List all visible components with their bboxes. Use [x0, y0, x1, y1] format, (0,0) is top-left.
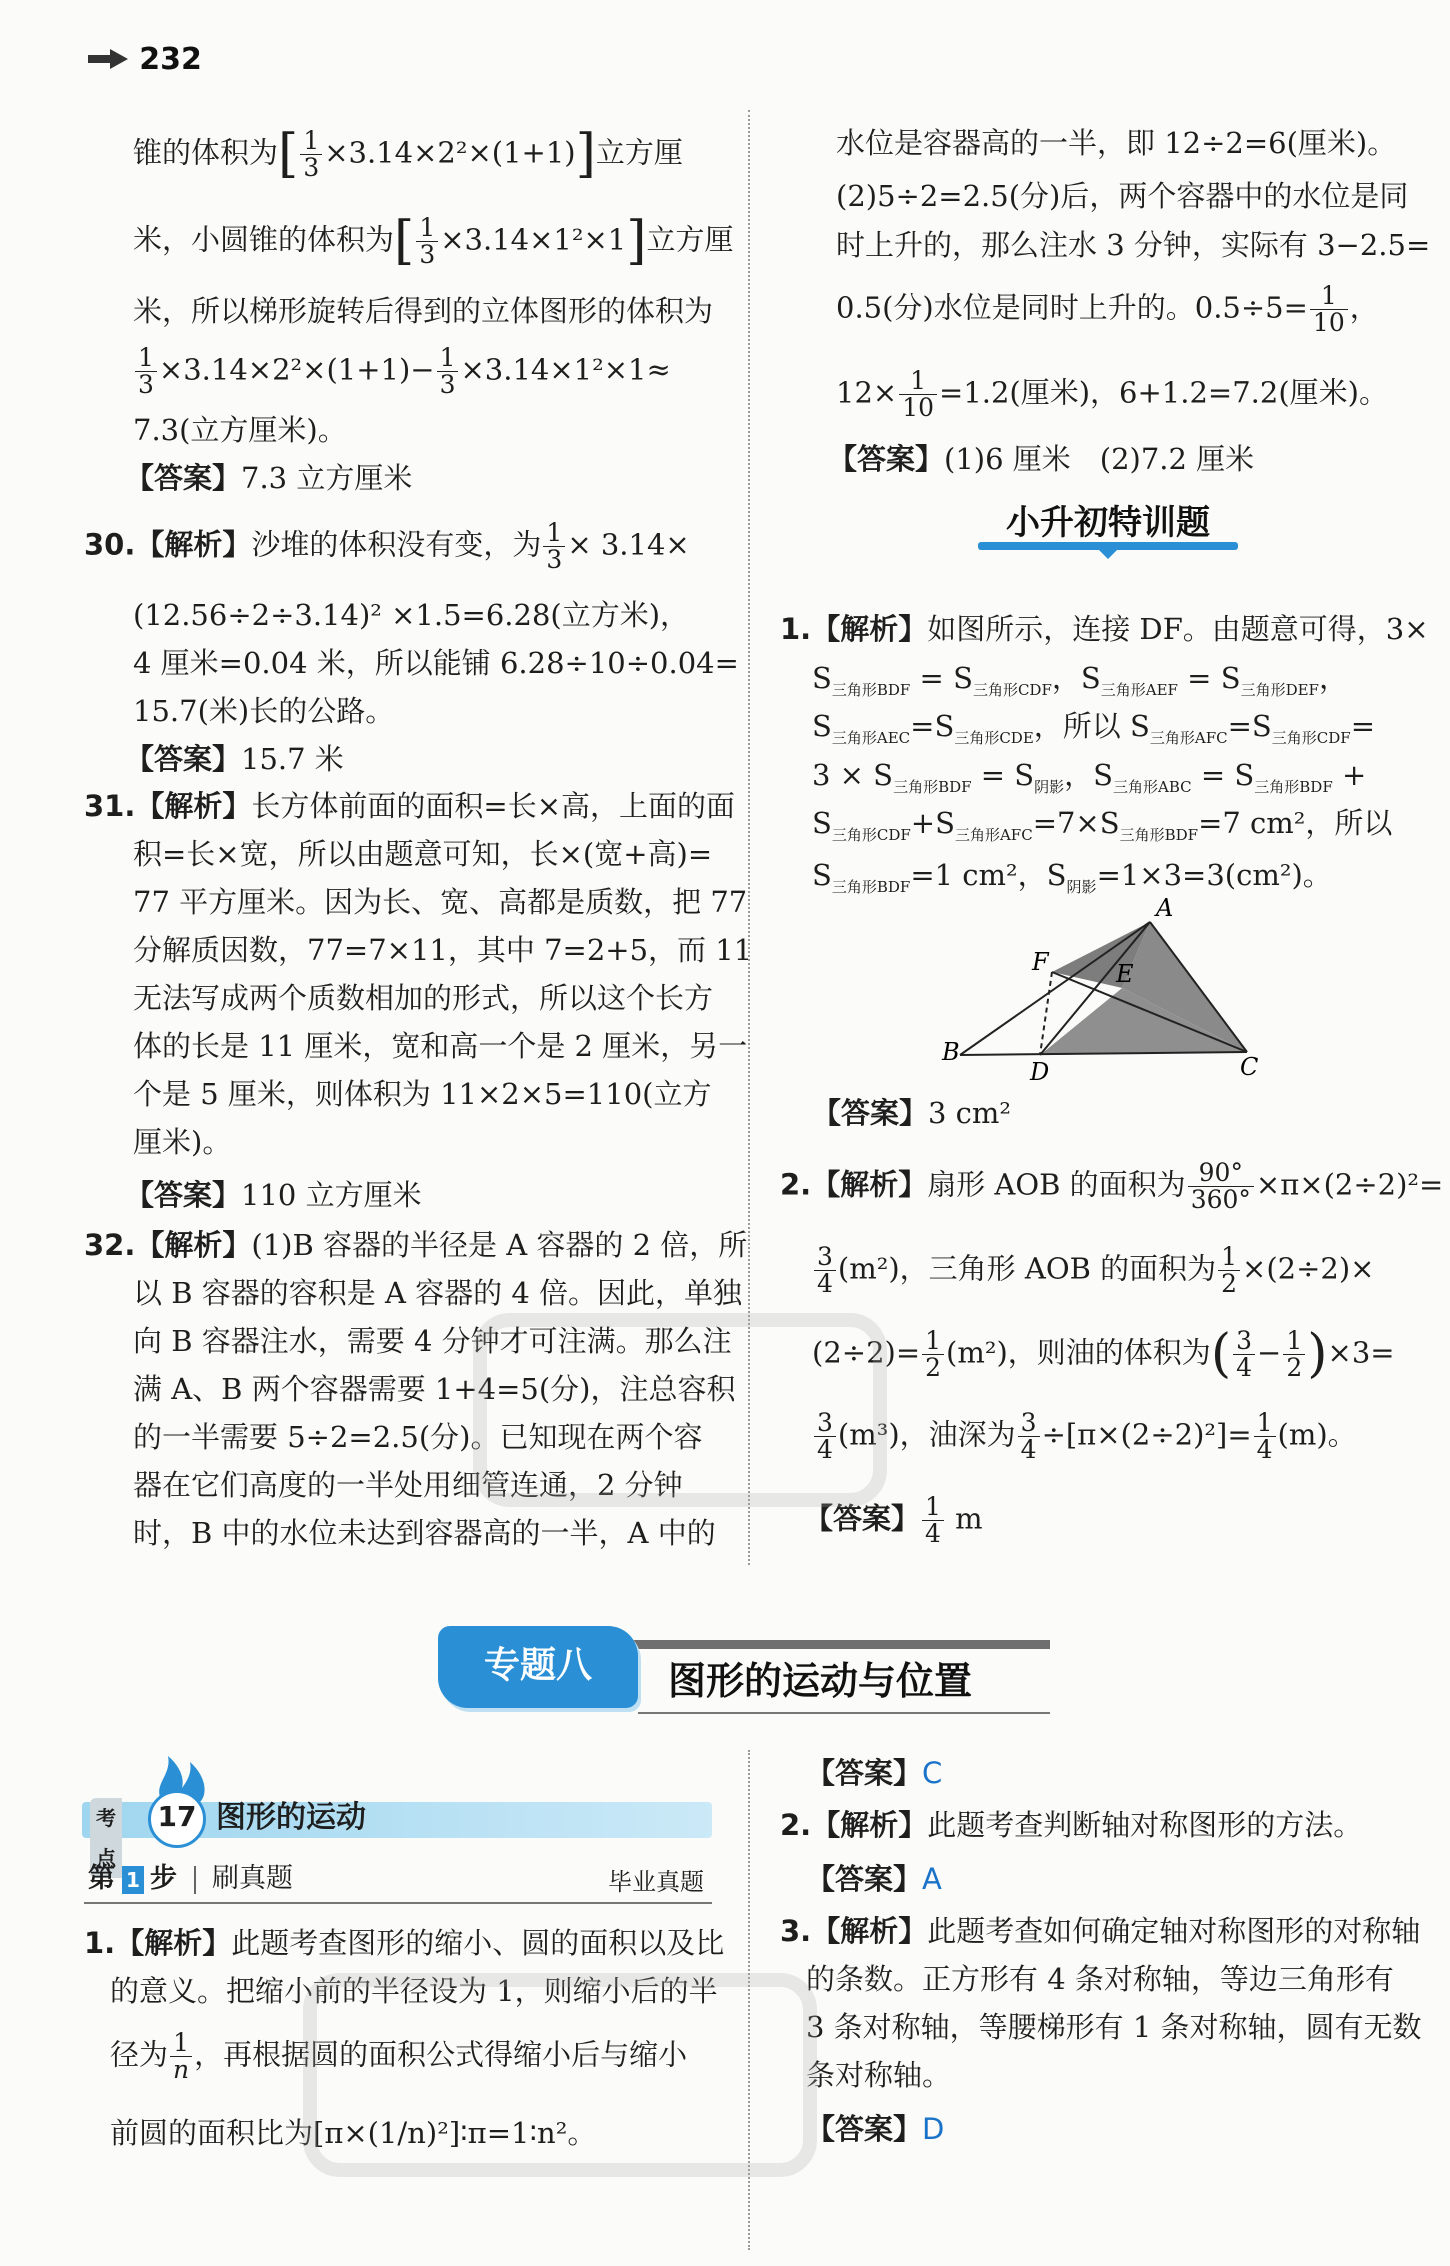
- fraction: $\frac{1}{3}$: [543, 520, 565, 573]
- line: $S_{三角形BDF} = S_{三角形CDF}$，$S_{三角形AEF} = S_{三角形DEF}$，: [812, 661, 1348, 699]
- fraction: $\frac{1}{2}$: [1218, 1244, 1240, 1297]
- line: 条对称轴。: [806, 2058, 952, 2092]
- line: $3 \times S_{三角形BDF} = S_{阴影}$，$S_{三角形ABC} = S_{三角形BDF}$ +: [812, 758, 1367, 796]
- line: (2÷2)= $\frac{1}{2}$ (m²)，则油的体积为( $\frac{3}{4}$ − $\frac{1}{2}$ )×3=: [812, 1324, 1395, 1384]
- label-D: D: [1030, 1058, 1050, 1086]
- line: 12× $\frac{1}{10}$ =1.2(厘米)，6+1.2=7.2(厘米)。: [836, 366, 1388, 422]
- line: $S_{三角形CDF}+S_{三角形AFC}=7\times S_{三角形BDF}=7$ cm²，所以: [812, 806, 1393, 844]
- line: 的一半需要 5÷2=2.5(分)。已知现在两个容: [133, 1420, 703, 1454]
- fraction: $\frac{3}{4}$: [814, 1410, 836, 1463]
- watermark-graphic: [300, 1960, 820, 2190]
- kaodian-number: 17: [148, 1790, 206, 1848]
- line: $S_{三角形AEC}=S_{三角形CDE}$，所以 $S_{三角形AFC}=S_{三角形CDF}=$: [812, 709, 1375, 747]
- fraction: $\frac{1}{10}$: [1310, 283, 1348, 336]
- topic-question-3: 3.【解析】此题考查如何确定轴对称图形的对称轴: [780, 1914, 1421, 1948]
- line: 77 平方厘米。因为长、宽、高都是质数，把 77: [133, 885, 748, 919]
- answer-line: 【答案】(1)6 厘米 (2)7.2 厘米: [828, 442, 1255, 476]
- title-underline: [978, 542, 1238, 550]
- page-number: 232: [139, 42, 202, 77]
- line: $S_{三角形BDF}=1$ cm²，$S_{阴影}=1\times 3=3(cm^2)$。: [812, 858, 1332, 896]
- step-row: 第 1 步 刷真题 毕业真题: [84, 1858, 712, 1904]
- bottom-left-column: 考点 17 图形的运动 第 1 步 刷真题 毕业真题 1.【解析】此题考查图形的缩小、圆的面积以及比 的意义。把缩小前的半径设为 1，则缩小后的半 径为 $\frac{1}{n}$ ，再根据圆的面积公式得缩小后与缩小 前圆的面积比为[π×(1/n)²]∶π=1∶n²。: [0, 1740, 745, 2260]
- line: 米，所以梯形旋转后得到的立体图形的体积为: [133, 294, 714, 328]
- step-number: 1: [122, 1866, 144, 1894]
- line: 分解质因数，77=7×11，其中 7=2+5，而 11: [133, 933, 753, 967]
- fraction: $\frac{1}{2}$: [1283, 1328, 1305, 1381]
- line: $\frac{1}{3}$ ×3.14×2²×(1+1)− $\frac{1}{3}$ ×3.14×1²×1≈: [133, 345, 671, 398]
- fraction: $\frac{1}{3}$: [437, 345, 459, 398]
- line: 以 B 容器的容积是 A 容器的 4 倍。因此，单独: [133, 1276, 743, 1310]
- fraction: $\frac{1}{4}$: [922, 1494, 944, 1547]
- line: 时，B 中的水位未达到容器高的一半，A 中的: [133, 1516, 716, 1550]
- line: $\frac{3}{4}$ (m³)，油深为 $\frac{3}{4}$ ÷[π×(2÷2)²]= $\frac{1}{4}$ (m)。: [812, 1410, 1357, 1463]
- line: 15.7(米)长的公路。: [133, 694, 395, 728]
- answer-line: 【答案】7.3 立方厘米: [125, 461, 413, 495]
- banner-top-bar: [618, 1640, 1050, 1649]
- line: $\frac{3}{4}$ (m²)，三角形 AOB 的面积为 $\frac{1}{2}$ ×(2÷2)×: [812, 1244, 1374, 1297]
- watermark-graphic: [470, 1300, 890, 1520]
- label-A: A: [1156, 894, 1174, 922]
- label-E: E: [1116, 960, 1134, 988]
- fraction: $\frac{1}{2}$: [922, 1328, 944, 1381]
- fraction: $\frac{1}{4}$: [1254, 1410, 1276, 1463]
- banner-bottom-line: [638, 1712, 1050, 1714]
- line: 7.3(立方厘米)。: [133, 413, 347, 447]
- step-separator: [194, 1866, 196, 1894]
- fraction: $\frac{1}{3}$: [300, 128, 322, 181]
- triangle-figure: [942, 894, 1259, 1086]
- answer-line: 【答案】C: [806, 1756, 943, 1790]
- fraction: $\frac{3}{4}$: [1018, 1410, 1040, 1463]
- special-section-title: 小升初特训题: [978, 500, 1238, 559]
- fraction: $\frac{1}{n}$: [170, 2030, 192, 2083]
- line: 4 厘米=0.04 米，所以能铺 6.28÷10÷0.04=: [133, 646, 739, 680]
- question-32: 32.【解析】(1)B 容器的半径是 A 容器的 2 倍，所: [84, 1228, 748, 1262]
- special-question-2: 2.【解析】扇形 AOB 的面积为 $\frac{90^\circ}{360^\circ}$ ×π×(2÷2)²=: [780, 1158, 1444, 1214]
- answer-line: 【答案】110 立方厘米: [125, 1178, 422, 1212]
- line: 满 A、B 两个容器需要 1+4=5(分)，注总容积: [133, 1372, 736, 1406]
- fraction: $\frac{1}{3}$: [135, 345, 157, 398]
- fraction: $\frac{3}{4}$: [1233, 1328, 1255, 1381]
- line: (12.56÷2÷3.14)² ×1.5=6.28(立方米)，: [133, 598, 690, 632]
- answer-line: 【答案】15.7 米: [125, 742, 344, 776]
- topic-question-2: 2.【解析】此题考查判断轴对称图形的方法。: [780, 1808, 1363, 1842]
- line: 水位是容器高的一半，即 12÷2=6(厘米)。: [836, 126, 1397, 160]
- answer-line: 【答案】A: [806, 1862, 942, 1896]
- topic-question-1: 1.【解析】此题考查图形的缩小、圆的面积以及比: [84, 1926, 725, 1960]
- label-B: B: [942, 1038, 960, 1066]
- special-question-1: 1.【解析】如图所示，连接 DF。由题意可得，3×: [780, 612, 1429, 646]
- line: 的意义。把缩小前的半径设为 1，则缩小后的半: [110, 1974, 718, 2008]
- topic-banner: [438, 1622, 1050, 1714]
- fraction: $\frac{1}{3}$: [416, 215, 438, 268]
- fraction: $\frac{90^\circ}{360^\circ}$: [1188, 1160, 1254, 1213]
- line: 向 B 容器注水，需要 4 分钟才可注满。那么注: [133, 1324, 732, 1358]
- line: 的条数。正方形有 4 条对称轴，等边三角形有: [806, 1962, 1394, 1996]
- line: 器在它们高度的一半处用细管连通，2 分钟: [133, 1468, 683, 1502]
- answer-line: 【答案】D: [806, 2112, 945, 2146]
- banner-badge: 专题八: [438, 1626, 638, 1708]
- line: 个是 5 厘米，则体积为 11×2×5=110(立方: [133, 1077, 712, 1111]
- line: 前圆的面积比为[π×(1/n)²]∶π=1∶n²。: [110, 2116, 597, 2150]
- answer-line: 【答案】 $\frac{1}{4}$ m: [804, 1492, 983, 1548]
- line: 3 条对称轴，等腰梯形有 1 条对称轴，圆有无数: [806, 2010, 1422, 2044]
- title-triangle: [1099, 550, 1117, 559]
- line: 径为 $\frac{1}{n}$ ，再根据圆的面积公式得缩小后与缩小: [110, 2028, 688, 2084]
- label-C: C: [1240, 1053, 1259, 1081]
- label-F: F: [1032, 948, 1049, 976]
- line: 体的长是 11 厘米，宽和高一个是 2 厘米，另一: [133, 1029, 748, 1063]
- fraction: $\frac{3}{4}$: [814, 1244, 836, 1297]
- question-30: 30.【解析】沙堆的体积没有变，为 $\frac{1}{3}$ × 3.14×: [84, 518, 690, 574]
- line: 0.5(分)水位是同时上升的。0.5÷5= $\frac{1}{10}$ ，: [836, 281, 1379, 337]
- fraction: $\frac{1}{10}$: [899, 368, 937, 421]
- line: (2)5÷2=2.5(分)后，两个容器中的水位是同: [836, 179, 1409, 213]
- line: 积=长×宽，所以由题意可知，长×(宽+高)=: [133, 837, 713, 871]
- line: 厘米)。: [133, 1125, 232, 1159]
- line: 时上升的，那么注水 3 分钟，实际有 3−2.5=: [836, 228, 1431, 262]
- answer-line: 【答案】3 cm²: [812, 1096, 1012, 1130]
- line: 锥的体积为[ $\frac{1}{3}$ ×3.14×2²×(1+1)]立方厘: [133, 124, 683, 184]
- line: 米，小圆锥的体积为[ $\frac{1}{3}$ ×3.14×1²×1]立方厘: [133, 211, 734, 271]
- question-31: 31.【解析】长方体前面的面积=长×高，上面的面: [84, 789, 735, 823]
- banner-title: 图形的运动与位置: [668, 1659, 973, 1703]
- line: 无法写成两个质数相加的形式，所以这个长方: [133, 981, 714, 1015]
- bottom-right-column: [752, 1740, 1450, 2260]
